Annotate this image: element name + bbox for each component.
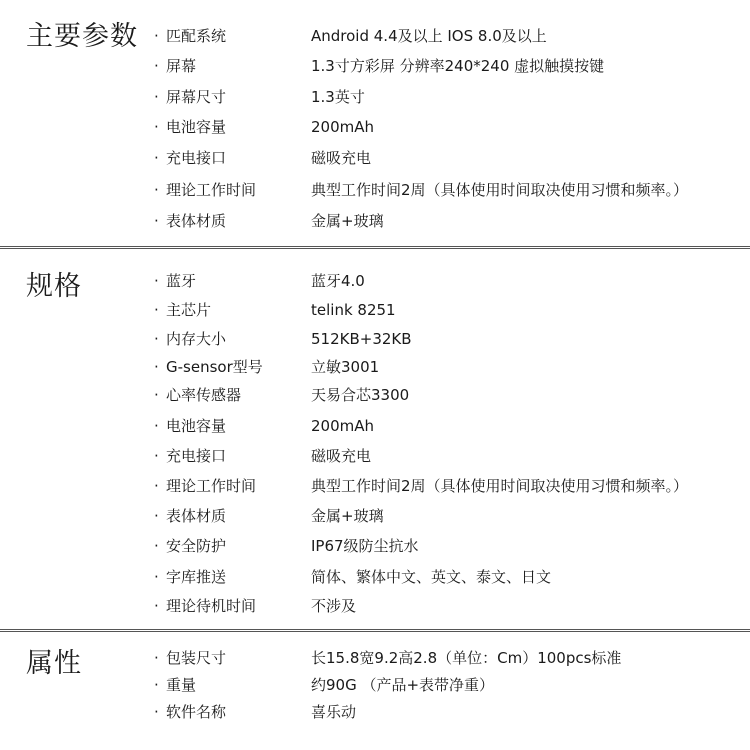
spec-value: 磁吸充电 [311, 149, 372, 167]
bullet: · [154, 649, 159, 667]
spec-row [0, 531, 750, 561]
spec-label: 充电接口 [166, 149, 227, 167]
spec-label: 安全防护 [166, 537, 227, 555]
spec-value: 典型工作时间2周（具体使用时间取决使用习惯和频率。） [311, 477, 689, 495]
bullet: · [154, 301, 159, 319]
bullet: · [154, 272, 159, 290]
spec-label: 理论工作时间 [166, 181, 257, 199]
spec-value: 200mAh [311, 118, 375, 136]
spec-label: 重量 [166, 676, 197, 694]
spec-value: 约90G （产品+表带净重） [311, 676, 495, 694]
section-title: 属性 [26, 648, 82, 679]
spec-row [0, 352, 750, 382]
spec-row [0, 206, 750, 236]
spec-value: 蓝牙4.0 [311, 272, 365, 290]
spec-row [0, 266, 750, 296]
spec-row [0, 175, 750, 205]
spec-row [0, 112, 750, 142]
spec-label: 表体材质 [166, 212, 227, 230]
spec-label: 蓝牙 [166, 272, 197, 290]
bullet: · [154, 703, 159, 721]
spec-value: 1.3寸方彩屏 分辨率240*240 虚拟触摸按键 [311, 57, 605, 75]
spec-row [0, 441, 750, 471]
section-title: 主要参数 [26, 21, 138, 52]
bullet: · [154, 27, 159, 45]
spec-value: IP67级防尘抗水 [311, 537, 419, 555]
spec-value: 简体、繁体中文、英文、泰文、日文 [311, 568, 552, 586]
spec-row [0, 591, 750, 621]
spec-label: 屏幕 [166, 57, 197, 75]
spec-value: 不涉及 [311, 597, 357, 615]
spec-value: 金属+玻璃 [311, 212, 384, 230]
spec-label: 主芯片 [166, 301, 212, 319]
spec-row [0, 697, 750, 727]
bullet: · [154, 149, 159, 167]
bullet: · [154, 417, 159, 435]
bullet: · [154, 330, 159, 348]
bullet: · [154, 507, 159, 525]
spec-row [0, 501, 750, 531]
spec-label: 电池容量 [166, 118, 227, 136]
bullet: · [154, 57, 159, 75]
bullet: · [154, 447, 159, 465]
spec-value: Android 4.4及以上 IOS 8.0及以上 [311, 27, 547, 45]
spec-label: 匹配系统 [166, 27, 227, 45]
section-divider [0, 629, 750, 632]
spec-value: 1.3英寸 [311, 88, 365, 106]
bullet: · [154, 676, 159, 694]
spec-value: 200mAh [311, 417, 375, 435]
spec-label: 包装尺寸 [166, 649, 227, 667]
spec-label: 软件名称 [166, 703, 227, 721]
bullet: · [154, 88, 159, 106]
spec-label: 表体材质 [166, 507, 227, 525]
spec-row [0, 82, 750, 112]
spec-row [0, 51, 750, 81]
spec-value: 512KB+32KB [311, 330, 412, 348]
bullet: · [154, 477, 159, 495]
spec-row [0, 670, 750, 700]
bullet: · [154, 597, 159, 615]
spec-label: 屏幕尺寸 [166, 88, 227, 106]
bullet: · [154, 537, 159, 555]
bullet: · [154, 358, 159, 376]
section-title: 规格 [26, 271, 82, 302]
spec-label: 字库推送 [166, 568, 227, 586]
spec-label: 理论待机时间 [166, 597, 257, 615]
bullet: · [154, 212, 159, 230]
bullet: · [154, 181, 159, 199]
spec-label: 理论工作时间 [166, 477, 257, 495]
spec-label: G-sensor型号 [166, 358, 263, 376]
spec-row [0, 324, 750, 354]
spec-row [0, 380, 750, 410]
bullet: · [154, 568, 159, 586]
section-divider [0, 246, 750, 249]
spec-row [0, 143, 750, 173]
spec-label: 心率传感器 [166, 386, 242, 404]
spec-value: 典型工作时间2周（具体使用时间取决使用习惯和频率。） [311, 181, 689, 199]
spec-row [0, 643, 750, 673]
spec-value: 金属+玻璃 [311, 507, 384, 525]
spec-value: 天易合芯3300 [311, 386, 410, 404]
spec-value: 磁吸充电 [311, 447, 372, 465]
spec-row [0, 21, 750, 51]
spec-value: 长15.8宽9.2高2.8（单位：Cm）100pcs标准 [311, 649, 622, 667]
bullet: · [154, 386, 159, 404]
spec-row [0, 411, 750, 441]
spec-row [0, 562, 750, 592]
spec-label: 充电接口 [166, 447, 227, 465]
spec-value: telink 8251 [311, 301, 396, 319]
spec-label: 电池容量 [166, 417, 227, 435]
spec-value: 立敏3001 [311, 358, 380, 376]
bullet: · [154, 118, 159, 136]
spec-label: 内存大小 [166, 330, 227, 348]
spec-value: 喜乐动 [311, 703, 357, 721]
spec-row [0, 471, 750, 501]
spec-row [0, 295, 750, 325]
